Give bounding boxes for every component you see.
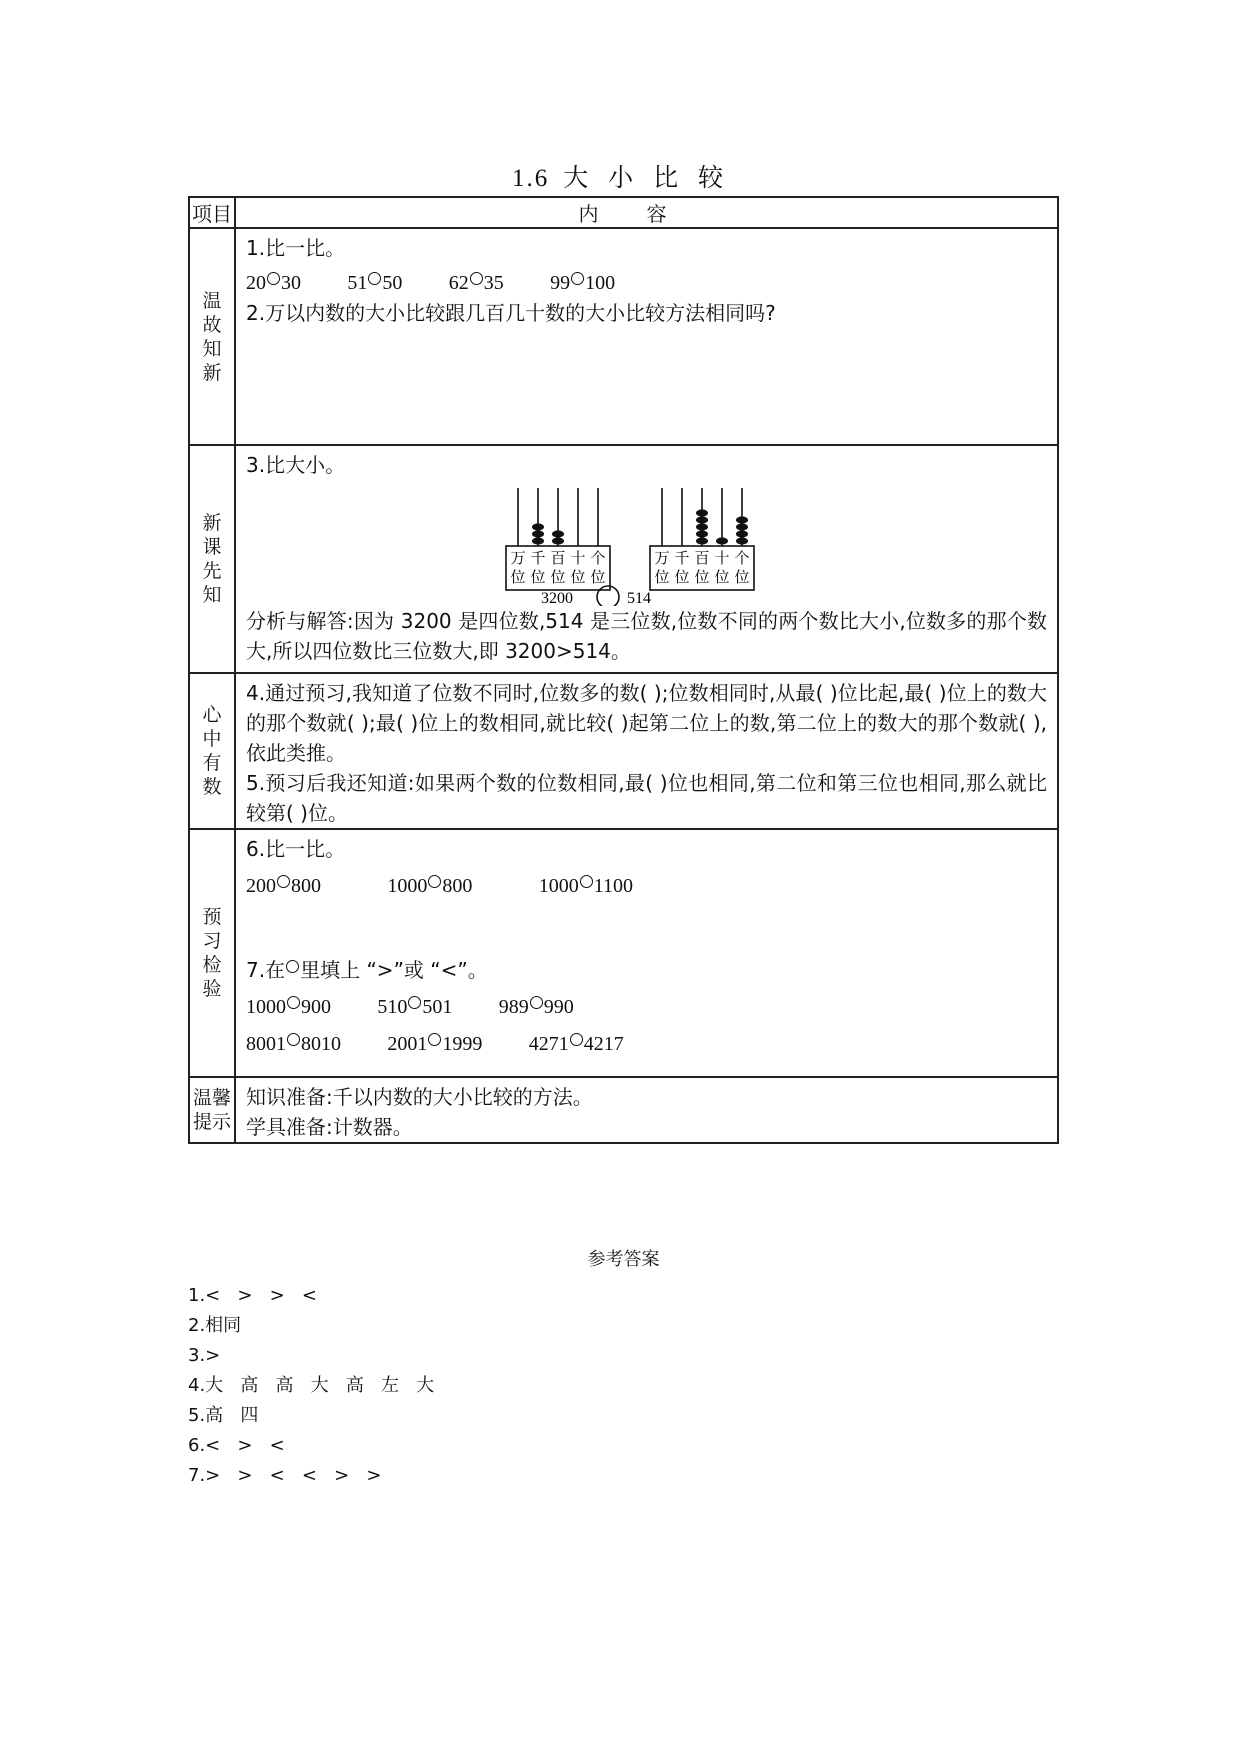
- abacus-right: [650, 488, 754, 590]
- row-label: 预习检验: [202, 906, 222, 1000]
- abacus-bead: [552, 530, 564, 537]
- compare-left-number: 3200: [541, 590, 573, 606]
- compare-item: 62 35: [448, 272, 504, 294]
- abacus-label: 位: [654, 568, 670, 586]
- table-row: [189, 673, 1058, 829]
- page-title: [0, 158, 1241, 194]
- header-content: 内容: [235, 197, 1058, 228]
- compare-item: 8001 8010: [246, 1033, 341, 1055]
- title-number: 1.6: [511, 165, 550, 192]
- question-6: 6.比一比。: [246, 837, 346, 861]
- compare-right-number: 514: [627, 590, 651, 606]
- abacus-label: 位: [510, 568, 526, 586]
- abacus-label: 个: [590, 549, 606, 567]
- answer-circle[interactable]: [267, 272, 280, 285]
- row-label: 新课先知: [202, 512, 222, 606]
- row-label: 温故知新: [202, 289, 222, 384]
- abacus-label: 千: [674, 549, 690, 567]
- abacus-label: 位: [570, 568, 586, 586]
- abacus-bead: [736, 537, 748, 544]
- answer-circle[interactable]: [530, 996, 543, 1009]
- answer-line: 1.< > > <: [188, 1285, 317, 1306]
- abacus-bead: [736, 516, 748, 523]
- answer-circle[interactable]: [277, 875, 290, 888]
- abacus-label: 位: [590, 568, 606, 586]
- question-1: 1.比一比。: [246, 236, 346, 260]
- abacus-figure: [246, 480, 1047, 606]
- question-3: 3.比大小。: [246, 453, 346, 477]
- question-5: 5.预习后我还知道:如果两个数的位数相同,最( )位也相同,第二位和第三位也相同,那么就比较第( )位。: [246, 771, 1047, 825]
- abacus-label: 位: [530, 568, 546, 586]
- abacus-bead: [532, 523, 544, 530]
- compare-item: 51 50: [347, 272, 403, 294]
- abacus-label: 万: [510, 549, 526, 567]
- answer-circle[interactable]: [408, 996, 421, 1009]
- abacus-bead: [736, 523, 748, 530]
- knowledge-prep: 知识准备:千以内数的大小比较的方法。: [246, 1085, 593, 1109]
- abacus-svg: [376, 480, 976, 606]
- compare-item: 1000 800: [387, 875, 473, 897]
- compare-row: [246, 267, 1047, 298]
- answer-circle[interactable]: [368, 272, 381, 285]
- table-row: [189, 829, 1058, 1077]
- compare-row: [246, 870, 1047, 901]
- answer-circle[interactable]: [428, 1033, 441, 1046]
- abacus-label: 万: [654, 549, 670, 567]
- table-header-row: [189, 197, 1058, 228]
- abacus-label: 千: [530, 549, 546, 567]
- lesson-table: [188, 196, 1059, 1144]
- answer-line: 5.高 四: [188, 1405, 259, 1426]
- answer-line: 3.>: [188, 1345, 221, 1366]
- compare-row: [246, 1028, 1047, 1059]
- answer-section: [188, 1245, 1059, 1491]
- answer-circle[interactable]: [571, 272, 584, 285]
- compare-item: 510 501: [377, 996, 453, 1018]
- question-4: 4.通过预习,我知道了位数不同时,位数多的数( );位数相同时,从最( )位比起,最( )位上的数大的那个数就( );最( )位上的数相同,就比较( )起第二位上的数,第二位上的数大的那个数就( ),依此类推。: [246, 681, 1047, 765]
- answer-circle[interactable]: [287, 996, 300, 1009]
- abacus-label: 个: [734, 549, 750, 567]
- abacus-label: 位: [694, 568, 710, 586]
- question-2: 2.万以内数的大小比较跟几百几十数的大小比较方法相同吗?: [246, 301, 776, 325]
- row-label: 温馨提示: [192, 1086, 231, 1133]
- abacus-left: [506, 488, 610, 590]
- table-row: [189, 445, 1058, 673]
- answer-circle[interactable]: [470, 272, 483, 285]
- table-row: [189, 1077, 1058, 1143]
- compare-item: 20 30: [246, 272, 301, 294]
- abacus-bead: [552, 537, 564, 544]
- abacus-label: 位: [714, 568, 730, 586]
- answer-line: 6.< > <: [188, 1435, 285, 1456]
- compare-item: 99 100: [550, 272, 616, 294]
- circle-symbol: [286, 960, 299, 973]
- title-text: 大 小 比 较: [563, 163, 730, 192]
- abacus-bead: [696, 530, 708, 537]
- abacus-bead: [696, 537, 708, 544]
- abacus-bead: [716, 537, 728, 544]
- tool-prep: 学具准备:计数器。: [246, 1115, 413, 1139]
- analysis-text: 分析与解答:因为 3200 是四位数,514 是三位数,位数不同的两个数比大小,位数多的那个数大,所以四位数比三位数大,即 3200>514。: [246, 609, 1047, 663]
- row-label: 心中有数: [202, 704, 222, 798]
- compare-item: 1000 1100: [538, 875, 633, 897]
- answer-circle[interactable]: [570, 1033, 583, 1046]
- abacus-bead: [532, 537, 544, 544]
- question-7: 7.在 里填上 “>”或 “<”。: [246, 958, 488, 982]
- compare-item: 989 990: [498, 996, 574, 1018]
- abacus-label: 百: [694, 549, 710, 567]
- compare-item: 1000 900: [246, 996, 331, 1018]
- abacus-bead: [696, 509, 708, 516]
- answer-circle[interactable]: [580, 875, 593, 888]
- table-row: [189, 228, 1058, 445]
- abacus-label: 百: [550, 549, 566, 567]
- abacus-label: 位: [550, 568, 566, 586]
- answer-circle[interactable]: [287, 1033, 300, 1046]
- compare-row: [246, 991, 1047, 1022]
- abacus-bead: [696, 516, 708, 523]
- abacus-bead: [696, 523, 708, 530]
- abacus-bead: [736, 530, 748, 537]
- compare-item: 4271 4217: [528, 1033, 624, 1055]
- answer-title: 参考答案: [587, 1249, 660, 1270]
- answer-line: 7.> > < < > >: [188, 1465, 382, 1486]
- compare-item: 2001 1999: [387, 1033, 483, 1055]
- abacus-label: 位: [674, 568, 690, 586]
- abacus-label: 十: [570, 549, 586, 567]
- answer-circle[interactable]: [428, 875, 441, 888]
- abacus-label: 位: [734, 568, 750, 586]
- header-item: 项目: [189, 197, 235, 228]
- answer-line: 2.相同: [188, 1315, 242, 1336]
- answer-line: 4.大 高 高 大 高 左 大: [188, 1375, 435, 1396]
- abacus-bead: [532, 530, 544, 537]
- abacus-label: 十: [714, 549, 730, 567]
- compare-item: 200 800: [246, 875, 321, 897]
- answer-circle[interactable]: [597, 586, 619, 606]
